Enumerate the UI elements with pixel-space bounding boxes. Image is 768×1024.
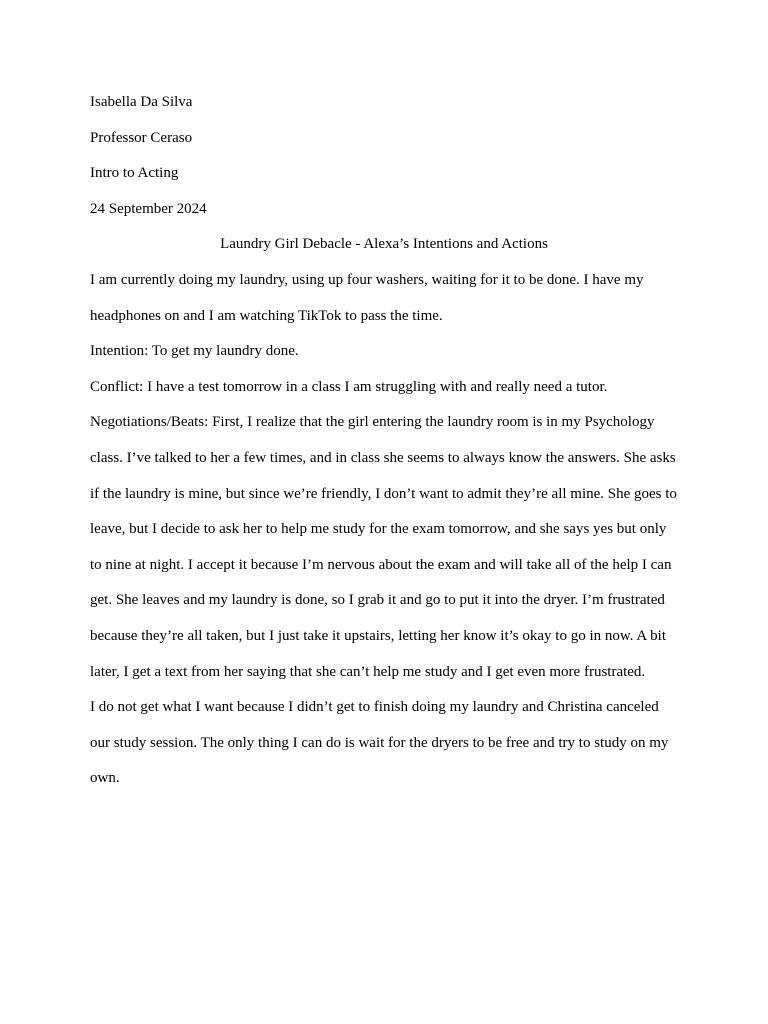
- paragraph-conflict: Conflict: I have a test tomorrow in a class I am struggling with and really need a tutor.: [90, 378, 608, 395]
- student-name: Isabella Da Silva: [90, 94, 193, 110]
- document-title: Laundry Girl Debacle - Alexa’s Intentions and Actions: [220, 236, 548, 253]
- paragraph-negotiations: Negotiations/Beats: First, I realize that the girl entering the laundry room is in my Psychology class. I’ve talked to her a few times, and in class she seems to always know the answers. She asks if the laundry is mine, but since we’re friendly, I don’t want to admit they’re all mine. She goes to leave, but I decide to ask her to help me study for the exam tomorrow, and she says yes but only to nine at night. I accept it because I’m nervous about the exam and will take all of the help I can get. She leaves and my laundry is done, so I grab it and go to put it into the dryer. I’m frustrated because they’re all taken, but I just take it upstairs, letting her know it’s okay to go in now. A bit later, I get a text from her saying that she can’t help me study and I get even more frustrated.: [90, 414, 677, 680]
- paragraph-intention: Intention: To get my laundry done.: [90, 343, 299, 360]
- document-date: 24 September 2024: [90, 200, 207, 217]
- paragraph-intro: I am currently doing my laundry, using up four washers, waiting for it to be done. I have my headphones on and I am watching TikTok to pass the time.: [90, 271, 644, 324]
- professor-name: Professor Ceraso: [90, 129, 193, 146]
- course-name: Intro to Acting: [90, 165, 179, 182]
- paragraph-outcome: I do not get what I want because I didn’t get to finish doing my laundry and Christina canceled our study session. The only thing I can do is wait for the dryers to be free and try to study on my own.: [90, 699, 669, 787]
